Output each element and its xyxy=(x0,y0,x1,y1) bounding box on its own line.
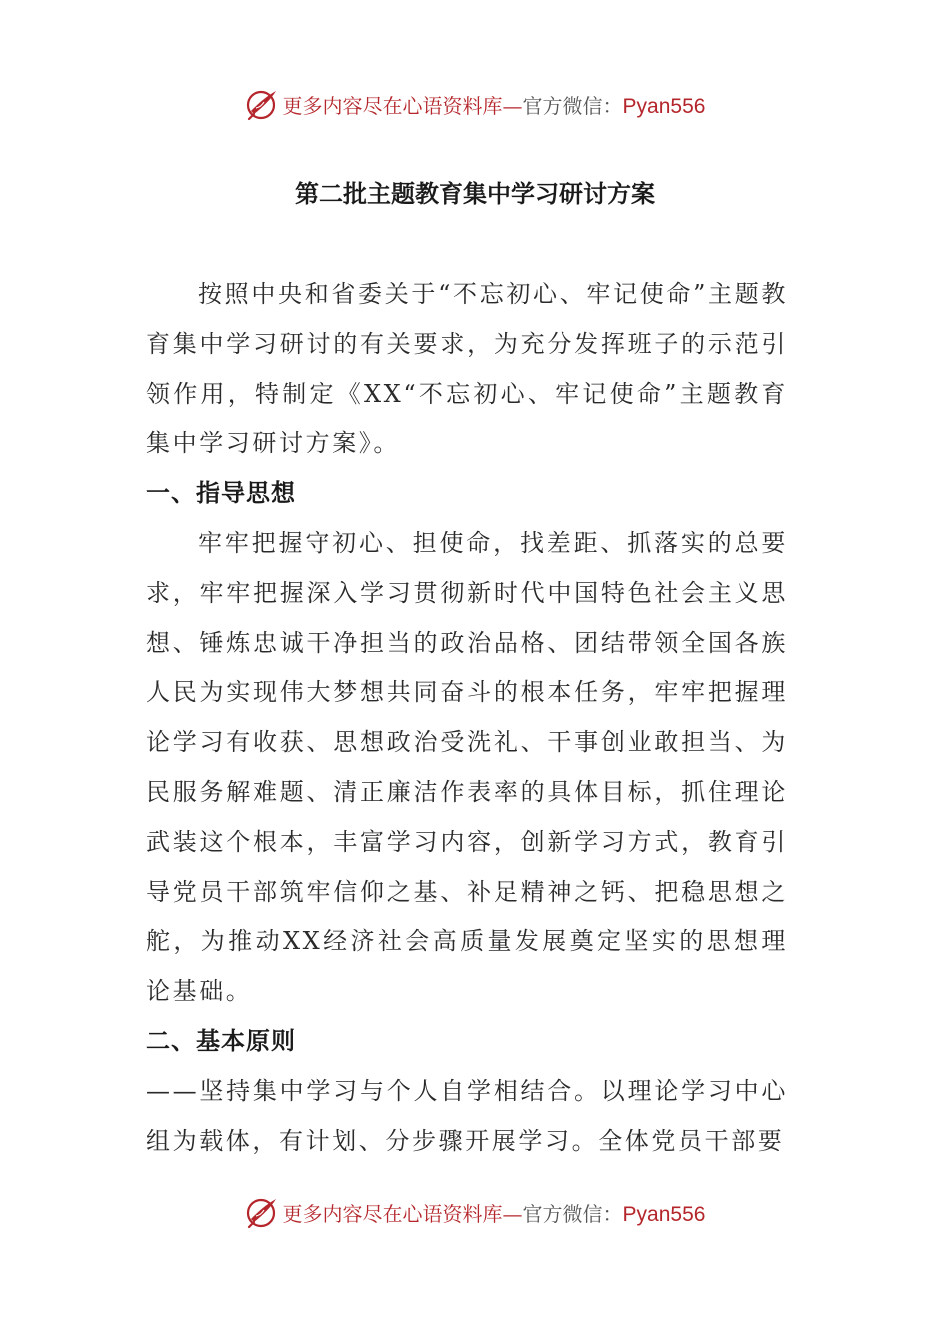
watermark-wechat-id: Pyan556 xyxy=(622,94,706,118)
watermark-site-name: 更多内容尽在心语资料库 xyxy=(282,1201,503,1226)
watermark-dash: — xyxy=(502,1201,523,1226)
quill-pen-logo-icon xyxy=(245,87,279,121)
watermark-wechat-label: 官方微信： xyxy=(522,93,623,118)
watermark-banner-bottom xyxy=(0,1192,950,1232)
watermark-text xyxy=(283,1198,706,1227)
watermark-text xyxy=(283,90,706,119)
section-heading-guiding-thought: 一、指导思想 xyxy=(146,479,296,508)
document-title: 第二批主题教育集中学习研讨方案 xyxy=(295,180,655,208)
watermark-dash: — xyxy=(502,93,523,118)
quill-pen-logo-icon xyxy=(245,1195,279,1229)
watermark-wechat-label: 官方微信： xyxy=(522,1201,623,1226)
document-body xyxy=(146,270,788,1166)
watermark-banner-top xyxy=(0,84,950,124)
guiding-thought-paragraph: 牢牢把握守初心、担使命，找差距、抓落实的总要求，牢牢把握深入学习贯彻新时代中国特色社会主义思想、锤炼忠诚干净担当的政治品格、团结带领全国各族人民为实现伟大梦想共同奋斗的根本任务，牢牢把握理论学习有收获、思想政治受洗礼、干事创业敢担当、为民服务解难题、清正廉洁作表率的具体目标，抓住理论武装这个根本，丰富学习内容，创新学习方式，教育引导党员干部筑牢信仰之基、补足精神之钙、把稳思想之舵，为推动XX经济社会高质量发展奠定坚实的思想理论基础。 xyxy=(146,528,788,1006)
intro-paragraph: 按照中央和省委关于“不忘初心、牢记使命”主题教育集中学习研讨的有关要求，为充分发挥班子的示范引领作用，特制定《XX“不忘初心、牢记使命”主题教育集中学习研讨方案》。 xyxy=(146,280,788,458)
section-heading-basic-principles: 二、基本原则 xyxy=(146,1026,296,1055)
basic-principles-paragraph: ——坚持集中学习与个人自学相结合。以理论学习中心组为载体，有计划、分步骤开展学习。全体党员干部要 xyxy=(146,1076,788,1155)
watermark-site-name: 更多内容尽在心语资料库 xyxy=(282,93,503,118)
watermark-wechat-id: Pyan556 xyxy=(622,1202,706,1226)
